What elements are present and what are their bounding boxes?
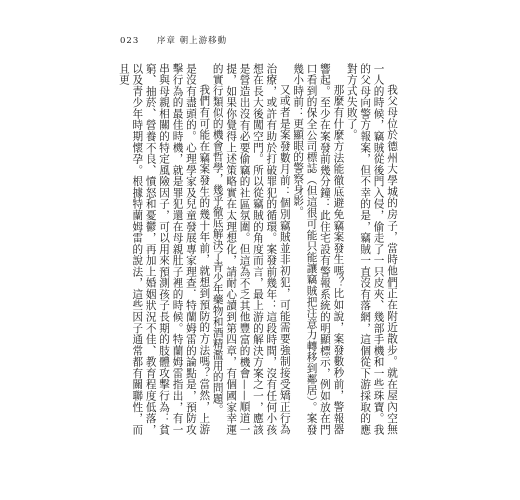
running-header (120, 34, 227, 46)
chapter-title: 朝上游移動 (179, 36, 228, 46)
paragraph-2: 那麼有什麼方法能徹底避免竊案發生嗎？比如說，案發數秒前，警報器響起。至少在案發前幾分鐘：此住宅設有警報系統的明顯標示，例如放在門口看到的保全公司標誌（但這很可能只能讓竊賊把注意力轉移到鄰居）。案發幾小時前：更顯眼的警察身影。 (292, 63, 345, 435)
paragraph-3: 又或者是案發數月前：個別竊賊並非初犯，可能需要強制接受矯正行為治療，或許有助於打破罪犯的循環。案發前幾年：這段時間，沒有任何小孩想在長大後闖空門。所以從竊賊的角度而言，最上游的解決方案之一，應該是營造出沒有必要偷竊的社區氛圍。但這為不乏其他豐富的機會——順道一提，如果你覺得上述策略實在太理想化，請耐心讀到第四章，有個國家幸運的實行類似的機會哲學，幾乎徹底解決了青少年藥物和酒精濫用的問題。 (211, 63, 291, 435)
paragraph-1: 我父母位於德州大學城的房子，當時他們正在附近散步。就在屋內空無一人的時候，竊賊從後門入侵，偷走了一只皮夾、幾部手機和一些珠寶。我的父母向警方報案，但不幸的是，竊賊一直沒有落網，這個從下游採取的應對方式失敗了。 (345, 63, 398, 435)
body-text (117, 63, 398, 435)
page-number: 023 (120, 36, 140, 46)
chapter-label: 序章 (156, 36, 176, 46)
paragraph-4: 我們有可能在竊案發生的幾十年前，就想到預防的方法嗎？當然，上游是沒有盡頭的。心理學家及兒童發展專家理查．特蘭姆雷的論點是，預防攻擊行為的最佳時機，就是罪犯還在母親肚子裡的時候。特蘭姆雷指出，有一串與母親相關的特定風險因子，可以用來預測孩子長期的肢體攻擊行為：貧窮、抽菸、營養不良、憤怒和憂鬱，再加上婚姻狀況不佳、教育程度低落，以及青少年時期懷孕。根據特蘭姆雷的說法，這些因子通常都有關聯性，而且更 (117, 63, 211, 435)
